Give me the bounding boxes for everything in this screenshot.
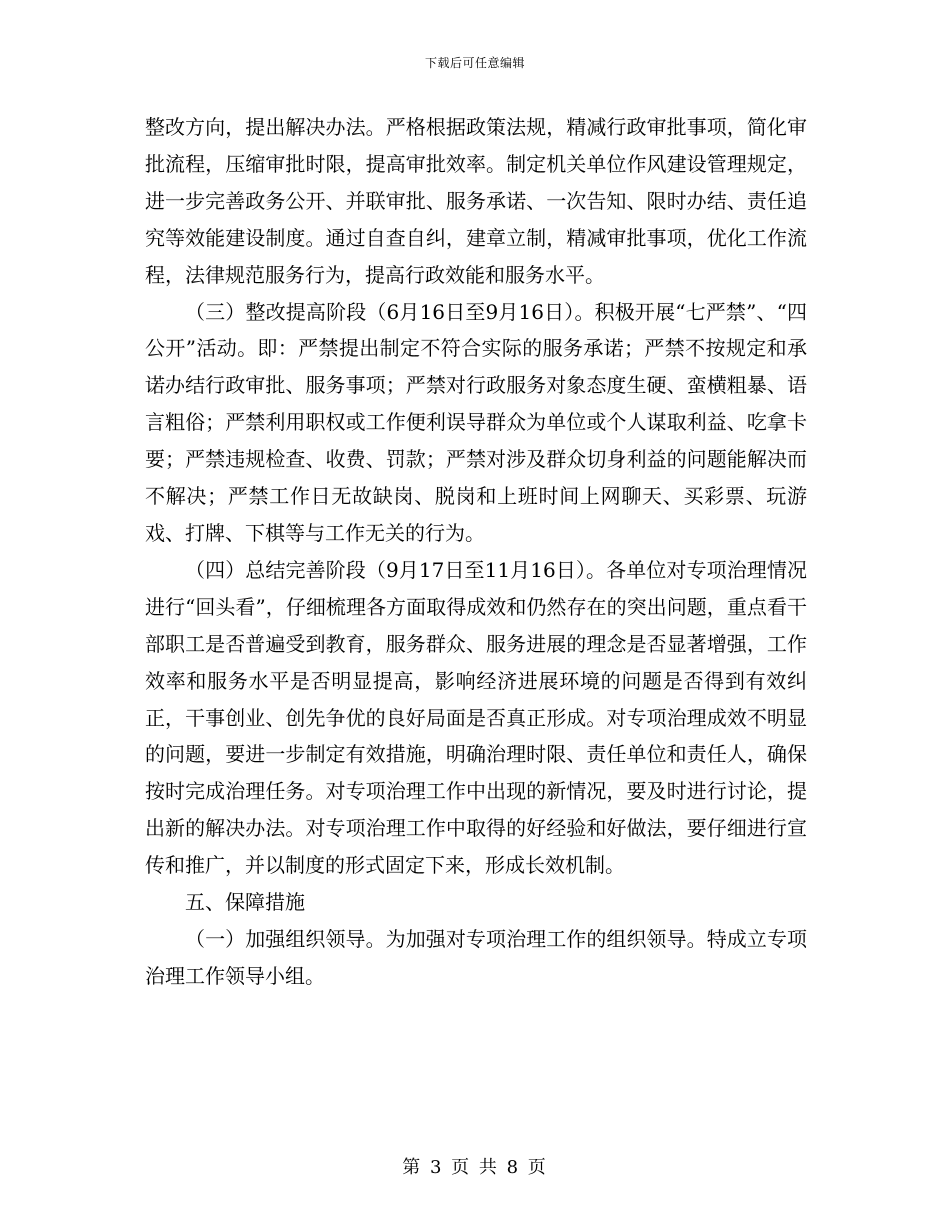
paragraph-stage-three: （三）整改提高阶段（6月16日至9月16日）。积极开展“七严禁”、“四公开”活动。即：严禁提出制定不符合实际的服务承诺；严禁不按规定和承诺办结行政审批、服务事项；严禁对行政服务对象态度生硬、蛮横粗暴、语言粗俗；严禁利用职权或工作便利误导群众为单位或个人谋取利益、吃拿卡要；严禁违规检查、收费、罚款；严禁对涉及群众切身利益的问题能解决而不解决；严禁工作日无故缺岗、脱岗和上班时间上网聊天、买彩票、玩游戏、打牌、下棋等与工作无关的行为。 — [145, 299, 807, 545]
page-number-footer: 第 3 页 共 8 页 — [402, 1157, 548, 1178]
paragraph-continuation: 整改方向，提出解决办法。严格根据政策法规，精减行政审批事项，简化审批流程，压缩审批时限，提高审批效率。制定机关单位作风建设管理规定，进一步完善政务公开、并联审批、服务承诺、一次告知、限时办结、责任追究等效能建设制度。通过自查自纠，建章立制，精减审批事项，优化工作流程，法律规范服务行为，提高行政效能和服务水平。 — [145, 115, 807, 287]
paragraph-organization: （一）加强组织领导。为加强对专项治理工作的组织领导。特成立专项治理工作领导小组。 — [145, 926, 807, 988]
document-body — [145, 109, 807, 995]
paragraph-stage-four: （四）总结完善阶段（9月17日至11月16日）。各单位对专项治理情况进行“回头看”，仔细梳理各方面取得成效和仍然存在的突出问题，重点看干部职工是否普遍受到教育，服务群众、服务进展的理念是否显著增强，工作效率和服务水平是否明显提高，影响经济进展环境的问题是否得到有效纠正，干事创业、创先争优的良好局面是否真正形成。对专项治理成效不明显的问题，要进一步制定有效措施，明确治理时限、责任单位和责任人，确保按时完成治理任务。对专项治理工作中出现的新情况，要及时进行讨论，提出新的解决办法。对专项治理工作中取得的好经验和好做法，要仔细进行宣传和推广，并以制度的形式固定下来，形成长效机制。 — [145, 557, 807, 878]
section-heading-guarantee: 五、保障措施 — [185, 890, 305, 915]
page-header: 下载后可任意编辑 — [424, 56, 525, 70]
